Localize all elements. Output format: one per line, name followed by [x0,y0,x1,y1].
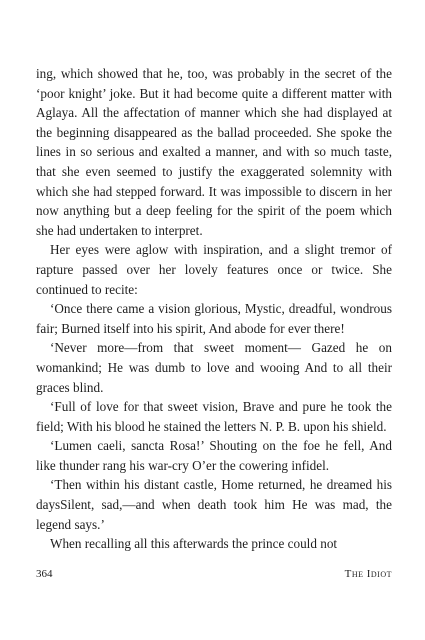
page-number: 364 [36,568,53,580]
running-title: The Idiot [344,568,392,580]
paragraph: ‘Then within his distant castle, Home returned, he dreamed his daysSilent, sad,—and when death took him He was mad, the legend says.’ [36,477,392,532]
paragraph: When recalling all this afterwards the prince could not [50,536,338,552]
paragraph: ‘Never more—from that sweet moment— Gazed he on womankind; He was dumb to love and wooing And to all their graces blind. [36,340,392,395]
page-footer [36,568,392,580]
paragraph: ‘Once there came a vision glorious, Mystic, dreadful, wondrous fair; Burned itself into his spirit, And abode for ever there! [36,301,392,336]
paragraph: Her eyes were aglow with inspiration, and a slight tremor of rapture passed over her lovely features once or twice. She continued to recite: [36,242,392,297]
paragraph: ‘Lumen caeli, sancta Rosa!’ Shouting on the foe he fell, And like thunder rang his war-cry O’er the cowering infidel. [36,438,392,473]
paragraph: ing, which showed that he, too, was probably in the secret of the ‘poor knight’ joke. But it had become quite a different matter with Aglaya. All the affectation of manner which she had displayed at the beginning disappeared as the ballad proceeded. She spoke the lines in so serious and exalted a manner, and with so much taste, that she even seemed to justify the exaggerated solemnity with which she had stepped forward. It was impossible to discern in her now anything but a deep feeling for the spirit of the poem which she had undertaken to interpret. [36,66,392,238]
paragraph: ‘Full of love for that sweet vision, Brave and pure he took the field; With his blood he stained the letters N. P. B. upon his shield. [36,399,392,434]
body-text [36,64,392,554]
